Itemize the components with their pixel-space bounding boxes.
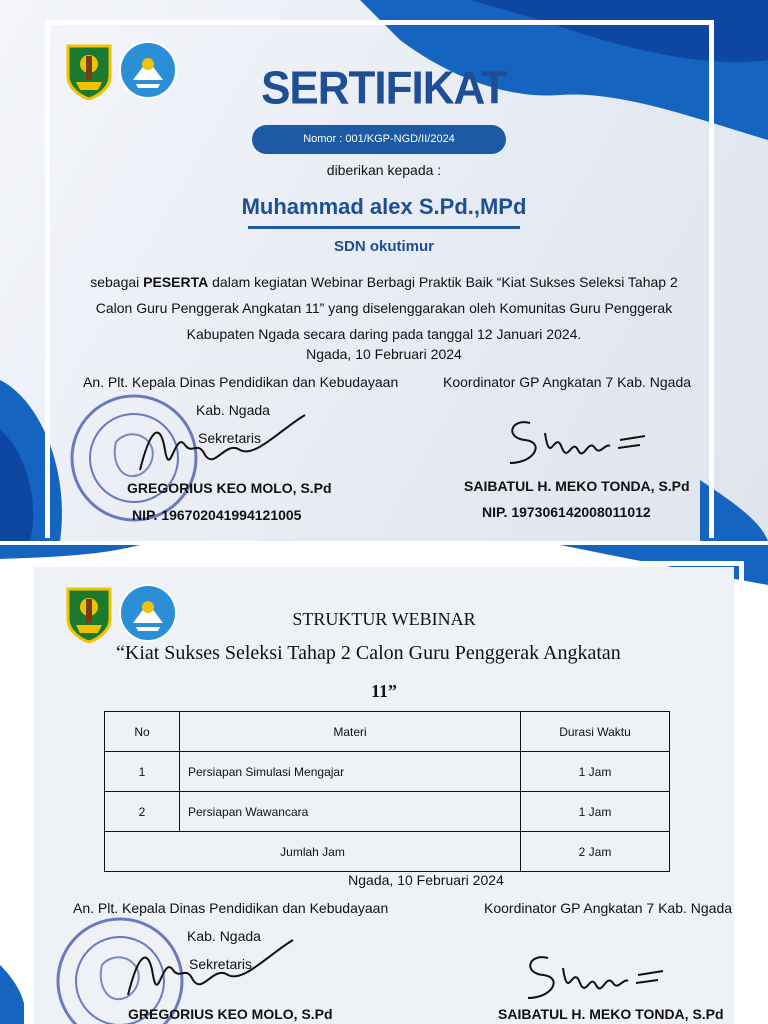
right-signature-icon <box>518 943 668 1008</box>
body-line-1 <box>90 269 678 295</box>
left-signer-regency: Kab. Ngada <box>196 402 270 418</box>
left-signer-name: GREGORIUS KEO MOLO, S.Pd <box>127 480 332 496</box>
structure-subtitle-line1: “Kiat Sukses Seleksi Tahap 2 Calon Guru Penggerak Angkatan <box>116 642 621 664</box>
body-line-2: Calon Guru Penggerak Angkatan 11” yang diselenggarakan oleh Komunitas Guru Penggerak <box>95 300 673 316</box>
left-signature-icon <box>130 400 310 490</box>
name-underline <box>248 226 520 229</box>
structure-page <box>0 545 768 1024</box>
table-row <box>105 792 670 832</box>
participant-role: PESERTA <box>143 274 209 290</box>
row-durasi: 1 Jam <box>521 792 670 832</box>
right-signer-name: SAIBATUL H. MEKO TONDA, S.Pd <box>464 478 690 494</box>
header-no: No <box>105 712 180 752</box>
right-signer-office: Koordinator GP Angkatan 7 Kab. Ngada <box>443 374 692 390</box>
header-durasi: Durasi Waktu <box>521 712 670 752</box>
total-label: Jumlah Jam <box>105 832 521 872</box>
certificate-title: SERTIFIKAT <box>261 62 507 115</box>
body-prefix: sebagai <box>90 274 144 290</box>
recipient-school: SDN okutimur <box>333 238 434 255</box>
row-no: 2 <box>105 792 180 832</box>
left-signer-regency: Kab. Ngada <box>187 928 261 944</box>
left-signature-icon <box>118 925 298 1015</box>
body-line-1-rest: dalam kegiatan Webinar Berbagi Praktik Baik “Kiat Sukses Seleksi Tahap 2 <box>208 274 678 290</box>
right-signer-office: Koordinator GP Angkatan 7 Kab. Ngada <box>484 900 733 916</box>
left-signer-name: GREGORIUS KEO MOLO, S.Pd <box>128 1006 333 1022</box>
row-no: 1 <box>105 752 180 792</box>
place-date: Ngada, 10 Februari 2024 <box>348 872 504 888</box>
right-signer-nip: NIP. 197306142008011012 <box>482 504 651 520</box>
right-signer-name: SAIBATUL H. MEKO TONDA, S.Pd <box>498 1006 724 1022</box>
left-signer-office: An. Plt. Kepala Dinas Pendidikan dan Kebudayaan <box>83 374 399 390</box>
schedule-table <box>104 711 670 872</box>
right-signature-icon <box>500 408 650 473</box>
left-signer-nip: NIP. 196702041994121005 <box>132 507 302 523</box>
structure-subtitle-line2: 11” <box>370 681 397 701</box>
row-durasi: 1 Jam <box>521 752 670 792</box>
table-row <box>105 752 670 792</box>
structure-title: STRUKTUR WEBINAR <box>292 609 476 629</box>
place-date: Ngada, 10 Februari 2024 <box>306 346 462 362</box>
row-materi: Persiapan Wawancara <box>180 792 521 832</box>
table-total-row <box>105 832 670 872</box>
row-materi: Persiapan Simulasi Mengajar <box>180 752 521 792</box>
certificate-body <box>90 269 678 347</box>
table-header-row <box>105 712 670 752</box>
total-value: 2 Jam <box>521 832 670 872</box>
header-materi: Materi <box>180 712 521 752</box>
left-signer-position: Sekretaris <box>198 430 262 446</box>
left-signer-position: Sekretaris <box>189 956 253 972</box>
given-to-label: diberikan kepada : <box>326 162 442 178</box>
left-signer-office: An. Plt. Kepala Dinas Pendidikan dan Kebudayaan <box>73 900 389 916</box>
recipient-name: Muhammad alex S.Pd.,MPd <box>241 194 527 219</box>
body-line-3: Kabupaten Ngada secara daring pada tanggal 12 Januari 2024. <box>186 326 582 342</box>
certificate-number-badge: Nomor : 001/KGP-NGD/II/2024 <box>252 125 506 154</box>
